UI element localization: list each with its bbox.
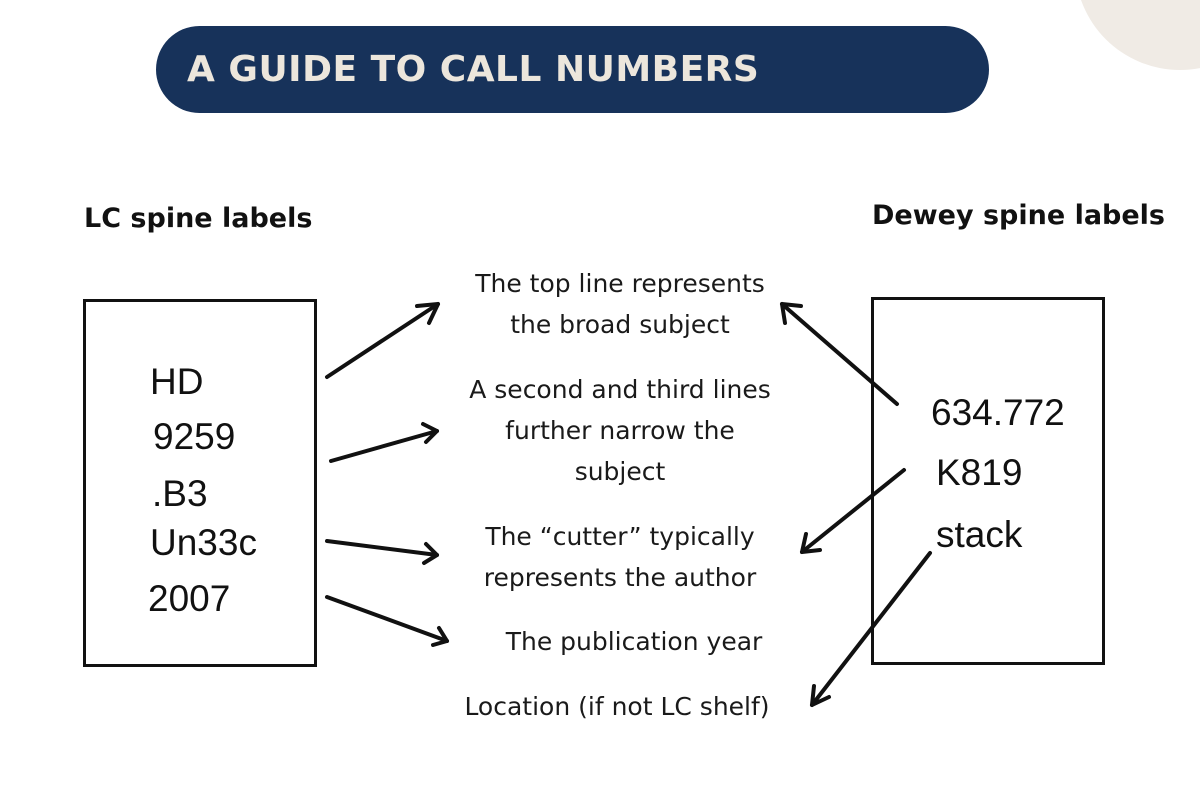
explanation-line: The publication year <box>505 627 763 656</box>
arrowhead <box>812 686 829 705</box>
lc-line-number: 9259 <box>153 416 236 457</box>
explanation-line: further narrow the <box>505 416 735 445</box>
explanation-line: The “cutter” typically <box>485 522 755 551</box>
lc-line-class: HD <box>150 361 204 402</box>
explanation-line: A second and third lines <box>469 375 771 404</box>
arrow-lc-second-third <box>331 431 437 461</box>
decorative-circle <box>1075 0 1200 70</box>
lc-line-year: 2007 <box>148 578 231 619</box>
explanation-line: represents the author <box>483 563 757 592</box>
dewey-line-location: stack <box>936 514 1023 555</box>
arrow-lc-top-line <box>327 304 438 377</box>
lc-line-cutter-1: .B3 <box>152 473 208 514</box>
dewey-line-cutter: K819 <box>936 452 1023 493</box>
dewey-line-class: 634.772 <box>931 392 1065 433</box>
explanation-cutter <box>430 516 810 598</box>
explanation-line: Location (if not LC shelf) <box>464 692 770 721</box>
explanation-pub-year <box>444 621 824 662</box>
explanation-second-third <box>430 369 810 492</box>
explanation-top-line <box>430 263 810 345</box>
dewey-heading: Dewey spine labels <box>872 200 1166 231</box>
page-title: A GUIDE TO CALL NUMBERS <box>187 49 760 90</box>
arrow-lc-cutter <box>327 541 437 555</box>
lc-line-cutter-2: Un33c <box>150 522 257 563</box>
explanation-line: subject <box>574 457 666 486</box>
arrow-lc-pub-year <box>327 597 447 641</box>
explanation-location <box>427 686 807 727</box>
lc-heading: LC spine labels <box>84 203 313 234</box>
title-banner <box>156 26 989 113</box>
explanation-line: The top line represents <box>475 269 765 298</box>
explanation-line: the broad subject <box>510 310 730 339</box>
